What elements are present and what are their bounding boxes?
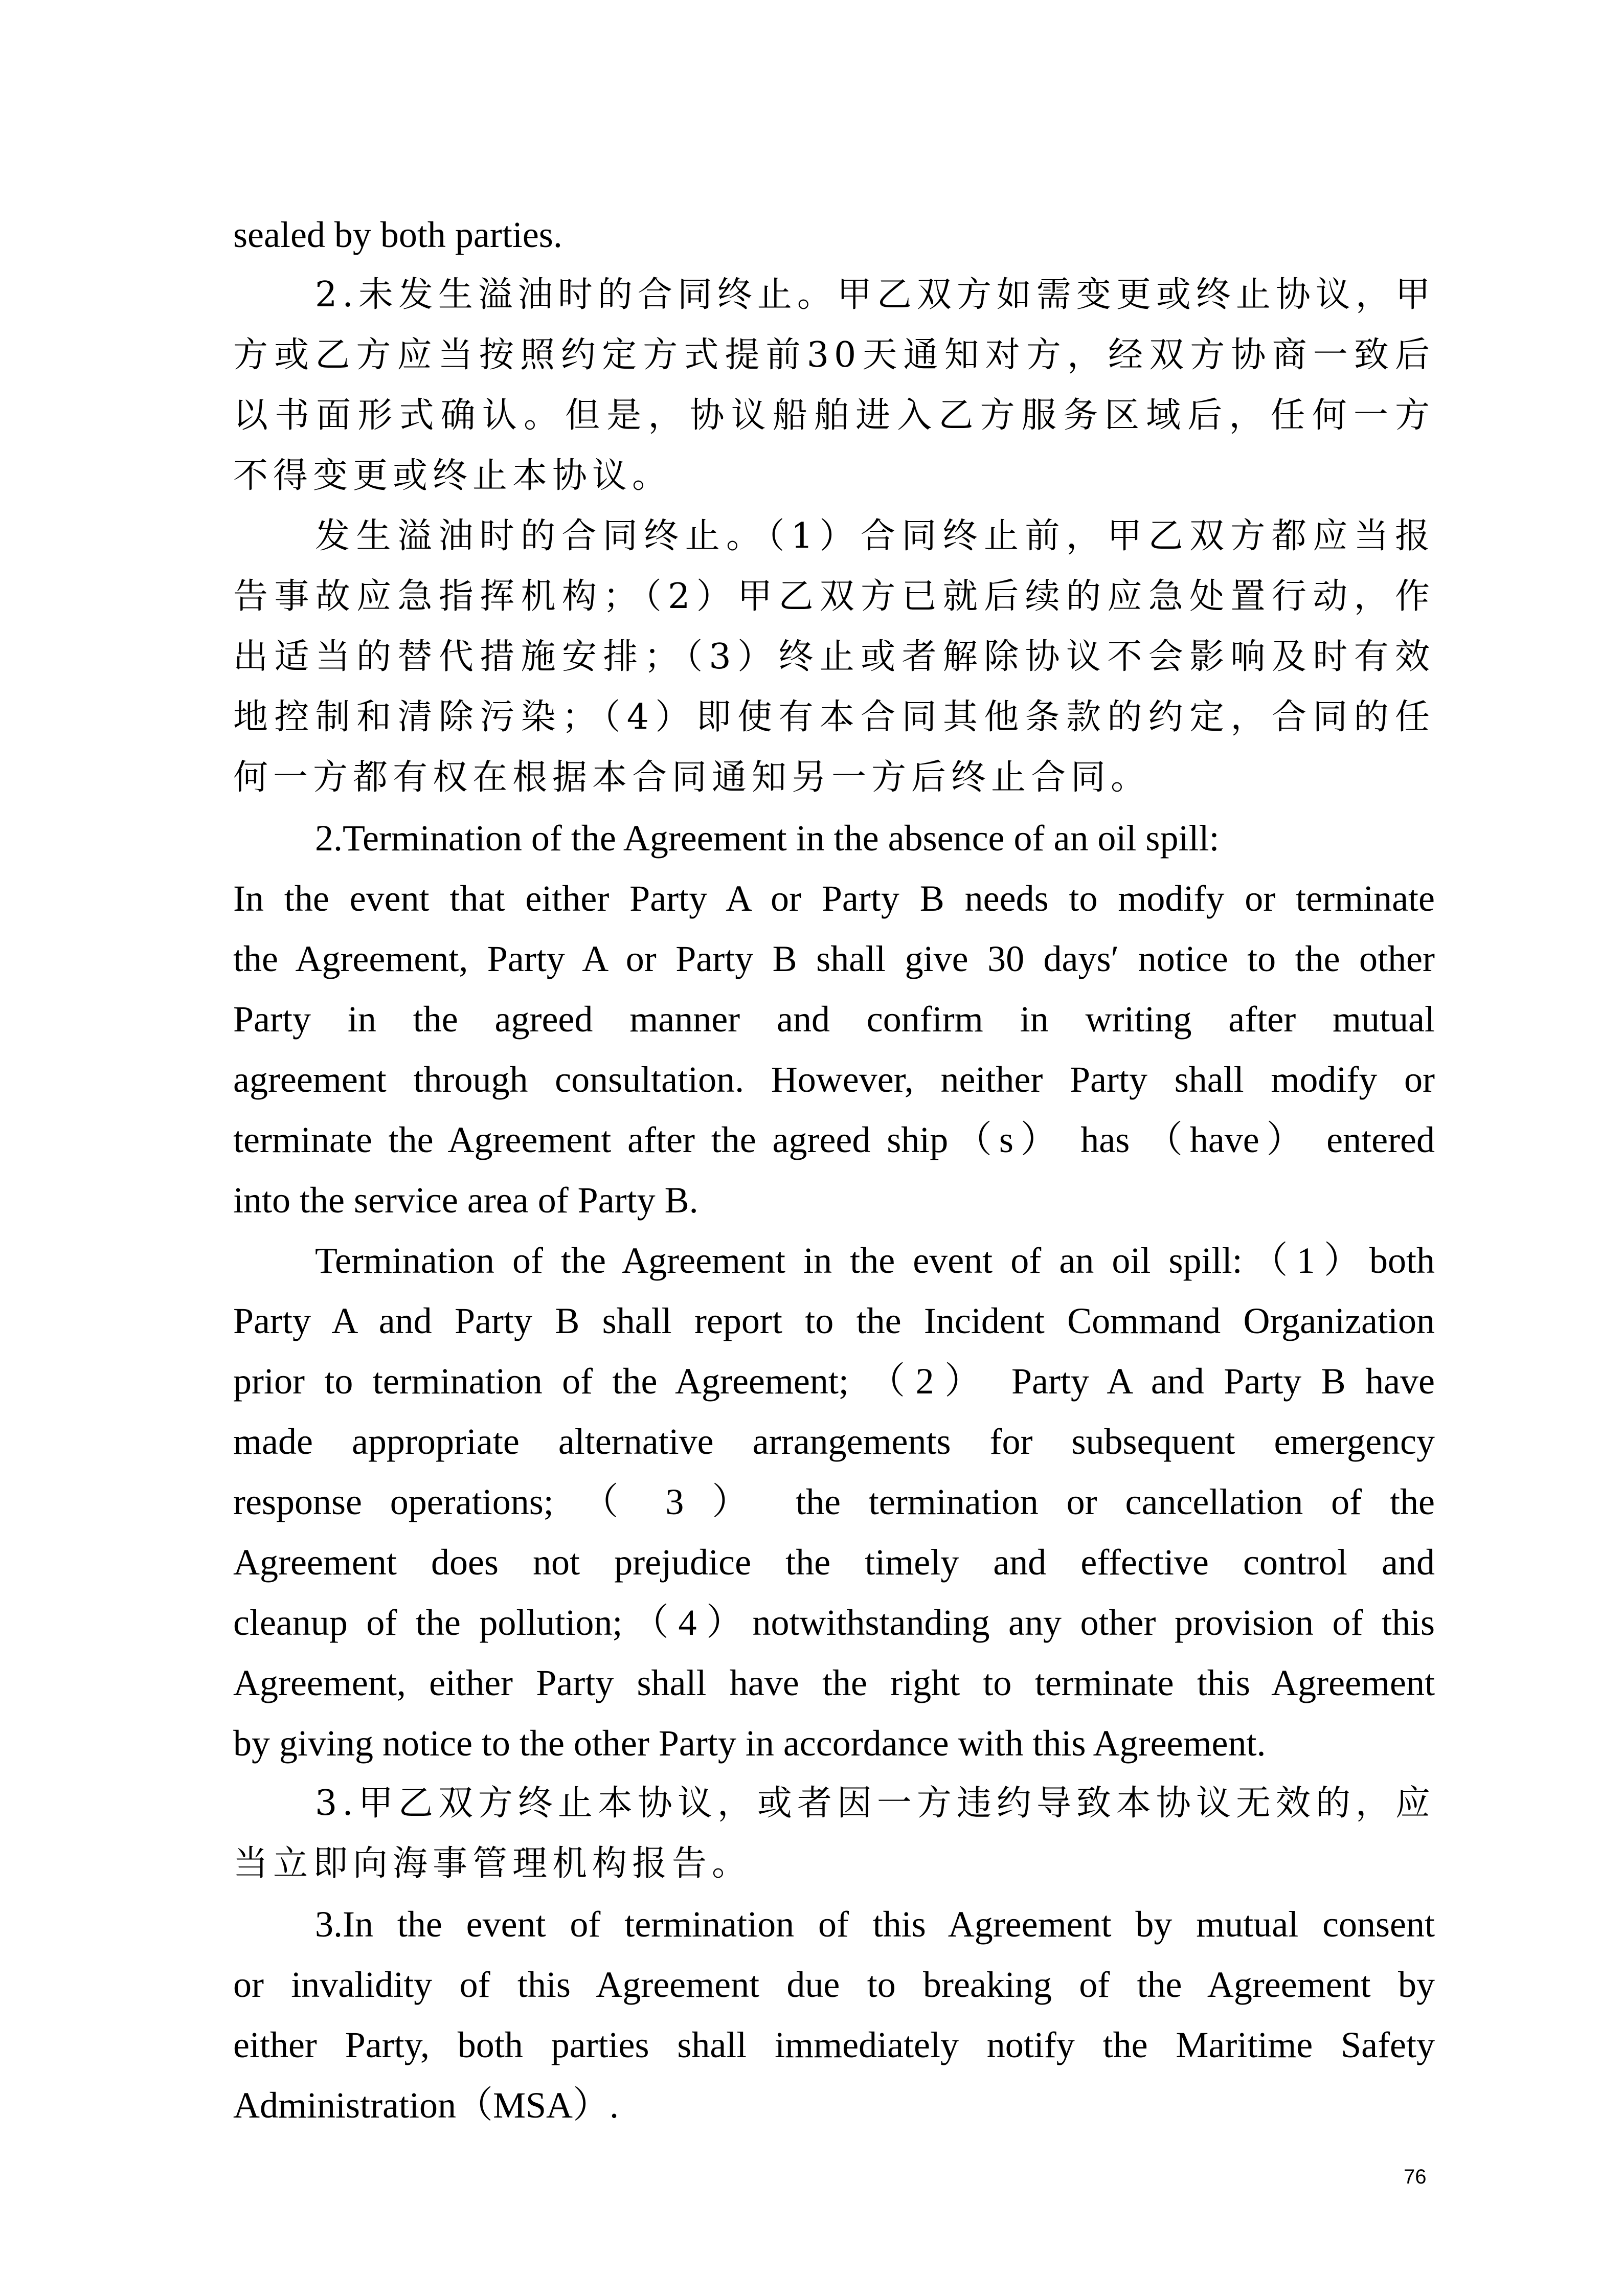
text-line: the Agreement, Party A or Party B shall give 30 days′ notice to the other bbox=[233, 938, 1435, 979]
text-line: agreement through consultation. However, neither Party shall modify or bbox=[233, 1059, 1435, 1100]
text-line: Party A and Party B shall report to the Incident Command Organization bbox=[233, 1300, 1435, 1341]
text-line: Agreement, either Party shall have the right to terminate this Agreement bbox=[233, 1662, 1435, 1703]
text-line: terminate the Agreement after the agreed ship（s） has （have） entered bbox=[233, 1119, 1435, 1160]
text-line: Party in the agreed manner and confirm in writing after mutual bbox=[233, 999, 1435, 1040]
text-line: Termination of the Agreement in the event of an oil spill:（1）both bbox=[315, 1240, 1435, 1281]
page-number: 76 bbox=[1404, 2166, 1427, 2188]
text-line: 何一方都有权在根据本合同通知另一方后终止合同。 bbox=[233, 757, 1151, 798]
text-line: 2.未发生溢油时的合同终止。甲乙双方如需变更或终止协议，甲 bbox=[315, 275, 1435, 315]
text-line: response operations; （ 3 ） the termination or cancellation of the bbox=[233, 1481, 1435, 1522]
paragraph-en-clause-2 bbox=[233, 808, 1435, 1230]
text-line: 当立即向海事管理机构报告。 bbox=[233, 1843, 752, 1884]
text-line: by giving notice to the other Party in accordance with this Agreement. bbox=[233, 1723, 1266, 1764]
text-line: 2.Termination of the Agreement in the absence of an oil spill: bbox=[315, 818, 1220, 859]
text-line: 地控制和清除污染；（4）即使有本合同其他条款的约定，合同的任 bbox=[233, 697, 1435, 737]
text-line: prior to termination of the Agreement; （2） Party A and Party B have bbox=[233, 1361, 1435, 1402]
text-line: cleanup of the pollution;（4）notwithstanding any other provision of this bbox=[233, 1602, 1435, 1643]
text-line: either Party, both parties shall immediately notify the Maritime Safety bbox=[233, 2024, 1435, 2065]
text-line: 以书面形式确认。但是，协议船舶进入乙方服务区域后，任何一方 bbox=[233, 395, 1435, 436]
paragraph-en-clause-3 bbox=[233, 1894, 1435, 2135]
paragraph-zh-clause-2 bbox=[233, 265, 1435, 506]
text-line: 发生溢油时的合同终止。（1）合同终止前，甲乙双方都应当报 bbox=[315, 516, 1435, 556]
text-line: made appropriate alternative arrangements for subsequent emergency bbox=[233, 1421, 1435, 1462]
paragraph-zh-oil-spill-termination bbox=[233, 506, 1435, 808]
text-line: sealed by both parties. bbox=[233, 214, 562, 255]
paragraph-zh-clause-3 bbox=[233, 1773, 1435, 1894]
text-line: 出适当的替代措施安排；（3）终止或者解除协议不会影响及时有效 bbox=[233, 637, 1435, 677]
text-line: or invalidity of this Agreement due to breaking of the Agreement by bbox=[233, 1964, 1435, 2005]
text-line: 告事故应急指挥机构；（2）甲乙双方已就后续的应急处置行动，作 bbox=[233, 576, 1435, 617]
paragraph-en-oil-spill-termination bbox=[233, 1230, 1435, 1773]
text-line: 3.In the event of termination of this Agreement by mutual consent bbox=[315, 1904, 1435, 1945]
text-line: In the event that either Party A or Party B needs to modify or terminate bbox=[233, 878, 1435, 919]
text-line: Administration（MSA）. bbox=[233, 2085, 619, 2126]
text-line: Agreement does not prejudice the timely and effective control and bbox=[233, 1542, 1435, 1583]
text-line: into the service area of Party B. bbox=[233, 1180, 698, 1221]
text-line: 3.甲乙双方终止本协议，或者因一方违约导致本协议无效的，应 bbox=[315, 1783, 1435, 1824]
paragraph-sealed bbox=[233, 205, 1435, 265]
text-line: 不得变更或终止本协议。 bbox=[233, 456, 672, 496]
document-page bbox=[233, 205, 1435, 2135]
text-line: 方或乙方应当按照约定方式提前30天通知对方，经双方协商一致后 bbox=[233, 335, 1435, 375]
